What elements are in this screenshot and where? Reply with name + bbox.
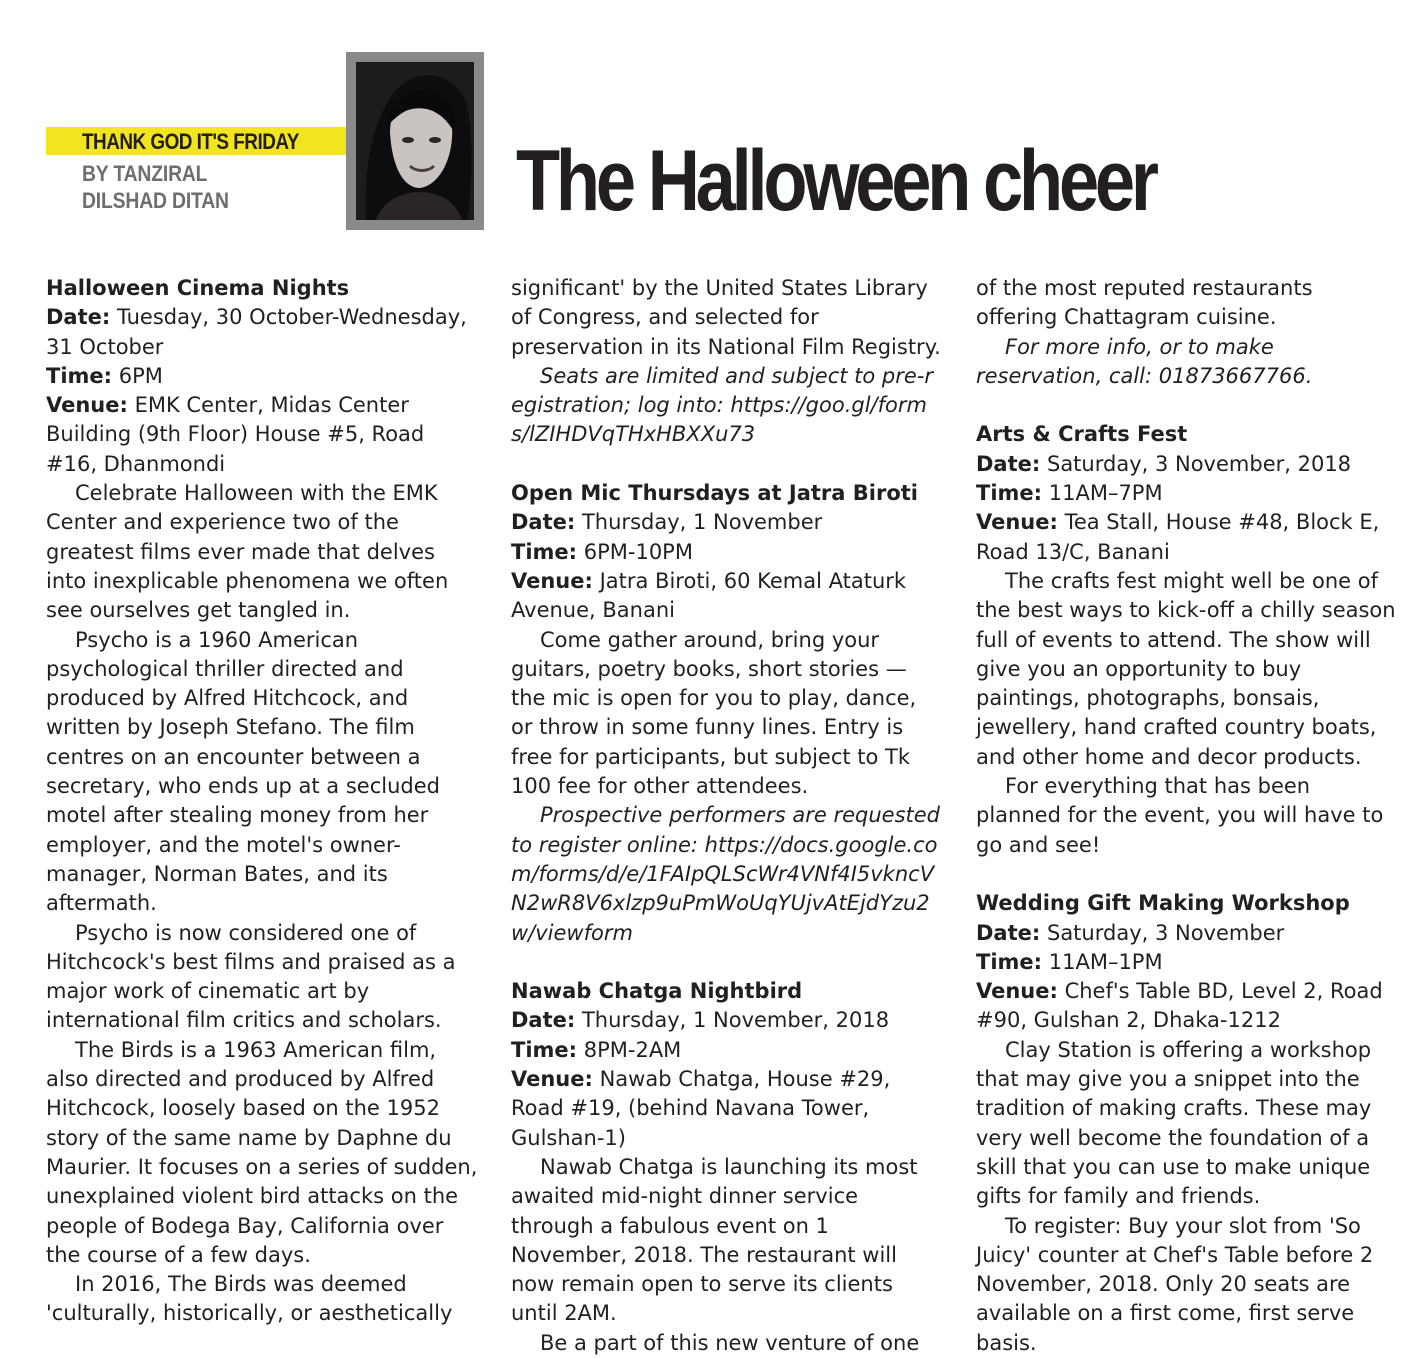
event-venue: Venue: Nawab Chatga, House #29, Road #19, (behind Navana Tower, Gulshan-1) [511, 1067, 891, 1150]
event-time: Time: 11AM–1PM [976, 949, 1163, 974]
event-title: Nawab Chatga Nightbird [511, 979, 803, 1004]
event-venue: Venue: Jatra Biroti, 60 Kemal Ataturk Avenue, Banani [511, 568, 907, 623]
event-title: Wedding Gift Making Workshop [976, 891, 1350, 916]
event-venue: Venue: EMK Center, Midas Center Building (9th Floor) House #5, Road #16, Dhanmondi [46, 393, 425, 476]
event-date: Date: Saturday, 3 November, 2018 [976, 451, 1352, 476]
headline: The Halloween cheer [516, 133, 1155, 229]
body-paragraph: The crafts fest might well be one of the best ways to kick-off a chilly season full of events to attend. The show will give you an opportunity to buy paintings, photographs, bonsais, jewellery, hand crafted country boats, and other home and decor products. [976, 568, 1396, 769]
event-time: Time: 6PM [46, 363, 163, 388]
event-time: Time: 11AM–7PM [976, 481, 1163, 506]
event-venue: Venue: Chef's Table BD, Level 2, Road #90, Gulshan 2, Dhaka-1212 [976, 979, 1383, 1033]
column-2 [511, 274, 943, 1358]
body-paragraph: In 2016, The Birds was deemed 'culturally, historically, or aesthetically [46, 1272, 453, 1326]
body-paragraph: Be a part of this new venture of one [540, 1330, 920, 1355]
column-3 [976, 274, 1396, 1358]
author-photo [346, 52, 484, 230]
body-paragraph: For everything that has been planned for the event, you will have to go and see! [976, 774, 1384, 857]
body-paragraph: Celebrate Halloween with the EMK Center and experience two of the greatest films ever made that delves into inexplicable phenomena we often see ourselves get tangled in. [46, 481, 449, 623]
event-date: Date: Saturday, 3 November [976, 920, 1285, 945]
event-time: Time: 8PM-2AM [511, 1037, 682, 1062]
column-1 [46, 274, 478, 1329]
byline: BY TANZIRAL DILSHAD DITAN [82, 161, 229, 213]
registration-note: Seats are limited and subject to pre-registration; log into: https://goo.gl/forms/lZIHDVqTHxHBXXu73 [511, 363, 934, 447]
event-date: Date: Tuesday, 30 October-Wednesday, 31 October [46, 305, 467, 359]
body-paragraph: of the most reputed restaurants offering Chattagram cuisine. [976, 276, 1313, 330]
body-paragraph: Nawab Chatga is launching its most awaited mid-night dinner service through a fabulous event on 1 November, 2018. The restaurant will now remain open to serve its clients until 2AM. [511, 1154, 918, 1326]
event-date: Date: Thursday, 1 November [511, 510, 823, 535]
event-time: Time: 6PM-10PM [511, 539, 693, 564]
kicker-band [46, 127, 346, 155]
author-portrait-image [356, 62, 474, 220]
body-paragraph: Psycho is a 1960 American psychological thriller directed and produced by Alfred Hitchcock, and written by Joseph Stefano. The film centres on an encounter between a secretary, who ends up at a secluded motel after stealing money from her employer, and the motel's owner-manager, Norman Bates, and its aftermath. [46, 627, 440, 916]
event-title: Halloween Cinema Nights [46, 276, 350, 300]
registration-note: Prospective performers are requested to register online: https://docs.google.com/forms/d/e/1FAIpQLScWr4VNf4I5vkncVN2wR8V6xlzp9uPmWoUqYUjvAtEjdYzu2w/viewform [511, 803, 940, 945]
body-paragraph: Come gather around, bring your guitars, poetry books, short stories — the mic is open for you to play, dance, or throw in some funny lines. Entry is free for participants, but subject to Tk 100 fee for other attendees. [511, 627, 917, 799]
event-title: Open Mic Thursdays at Jatra Biroti [511, 481, 918, 506]
event-venue: Venue: Tea Stall, House #48, Block E, Road 13/C, Banani [976, 510, 1380, 564]
event-title: Arts & Crafts Fest [976, 422, 1188, 447]
body-paragraph: Psycho is now considered one of Hitchcock's best films and praised as a major work of cinematic art by international film critics and scholars. [46, 920, 456, 1033]
kicker: THANK GOD IT'S FRIDAY [82, 129, 299, 154]
body-paragraph: significant' by the United States Library of Congress, and selected for preservation in its National Film Registry. [511, 276, 941, 359]
reservation-note: For more info, or to make reservation, call: 01873667766. [976, 334, 1313, 388]
body-paragraph: The Birds is a 1963 American film, also directed and produced by Alfred Hitchcock, loosely based on the 1952 story of the same name by Daphne du Maurier. It focuses on a series of sudden, unexplained violent bird attacks on the people of Bodega Bay, California over the course of a few days. [46, 1037, 478, 1267]
event-date: Date: Thursday, 1 November, 2018 [511, 1008, 890, 1033]
body-paragraph: To register: Buy your slot from 'So Juicy' counter at Chef's Table before 2 November, 2018. Only 20 seats are available on a first come, first serve basis. [976, 1213, 1374, 1355]
body-paragraph: Clay Station is offering a workshop that may give you a snippet into the tradition of making crafts. These may very well become the foundation of a skill that you can use to make unique gifts for family and friends. [976, 1037, 1372, 1209]
